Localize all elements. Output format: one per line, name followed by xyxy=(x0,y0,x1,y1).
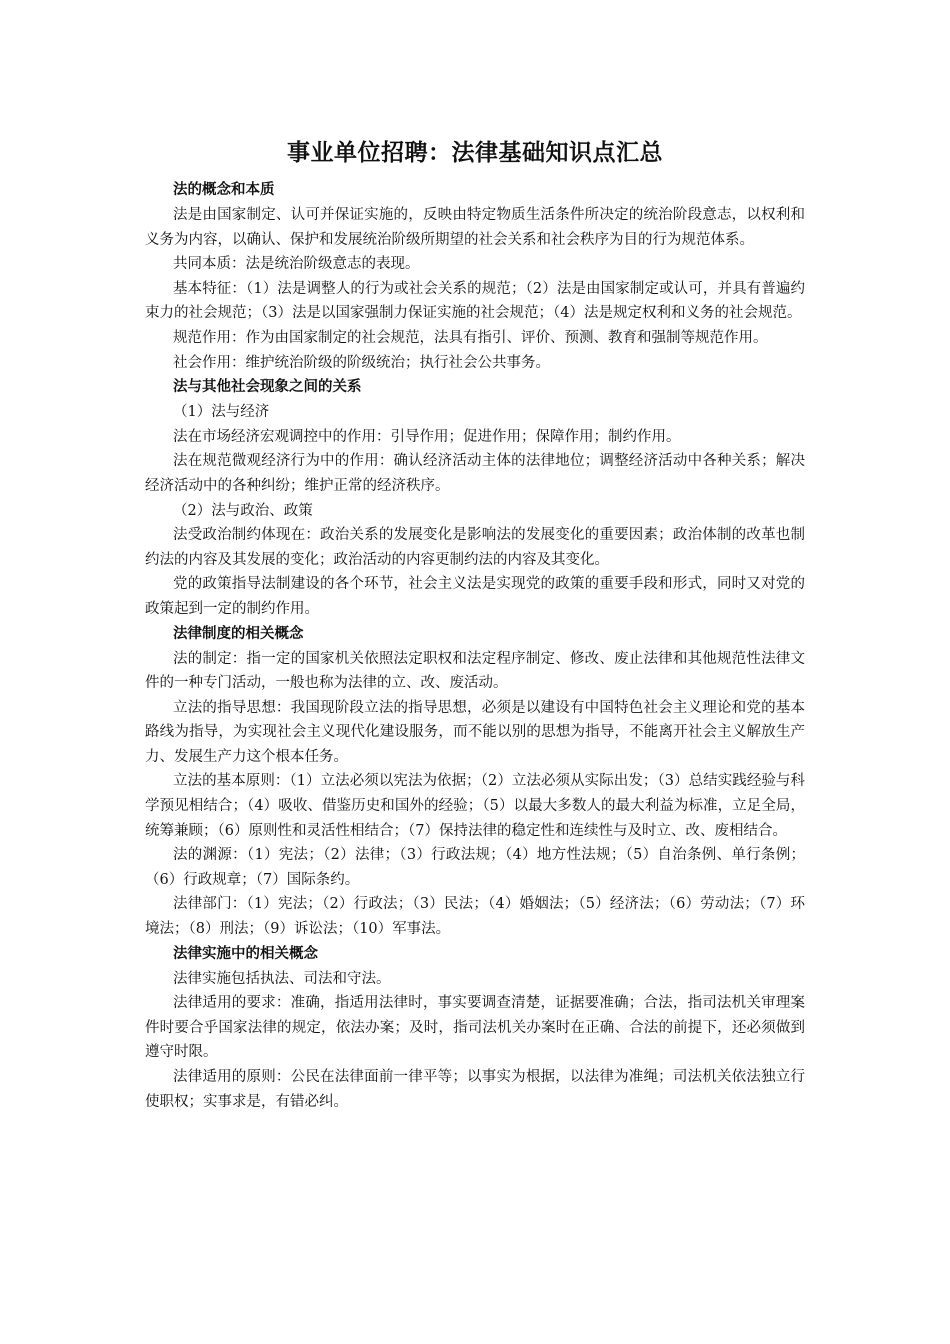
paragraph: 法在市场经济宏观调控中的作用：引导作用；促进作用；保障作用；制约作用。 xyxy=(173,428,681,445)
paragraph: （2）法与政治、政策 xyxy=(173,502,313,519)
section-heading: 法的概念和本质 xyxy=(173,182,275,198)
paragraph: 法律实施包括执法、司法和守法。 xyxy=(173,970,391,987)
paragraph: 法是由国家制定、认可并保证实施的，反映由特定物质生活条件所决定的统治阶段意志，以权利和义务为内容，以确认、保护和发展统治阶级所期望的社会关系和社会秩序为目的行为规范体系。 xyxy=(145,207,805,248)
section-law-implementation xyxy=(145,942,805,1115)
paragraph: 法在规范微观经济行为中的作用：确认经济活动主体的法律地位；调整经济活动中各种关系；解决经济活动中的各种纠纷；维护正常的经济秩序。 xyxy=(145,453,805,494)
paragraph: 法的渊源：（1）宪法；（2）法律；（3）行政法规；（4）地方性法规；（5）自治条例、单行条例；（6）行政规章；（7）国际条约。 xyxy=(145,847,805,888)
paragraph: 法受政治制约体现在：政治关系的发展变化是影响法的发展变化的重要因素；政治体制的改革也制约法的内容及其发展的变化；政治活动的内容更制约法的内容及其变化。 xyxy=(145,527,805,568)
paragraph: 法律适用的要求：准确，指适用法律时，事实要调查清楚，证据要准确；合法，指司法机关审理案件时要合乎国家法律的规定，依法办案；及时，指司法机关办案时在正确、合法的前提下，还必须做到遵守时限。 xyxy=(145,995,805,1061)
paragraph: （1）法与经济 xyxy=(173,404,270,421)
section-heading: 法律制度的相关概念 xyxy=(173,625,304,642)
document-body xyxy=(145,133,805,1114)
paragraph: 法律部门：（1）宪法；（2）行政法；（3）民法；（4）婚姻法；（5）经济法；（6）劳动法；（7）环境法；（8）刑法；（9）诉讼法；（10）军事法。 xyxy=(145,896,805,938)
section-legal-system xyxy=(145,622,805,942)
paragraph: 规范作用：作为由国家制定的社会规范，法具有指引、评价、预测、教育和强制等规范作用。 xyxy=(173,329,768,346)
section-law-and-society xyxy=(145,375,805,621)
paragraph: 立法的指导思想：我国现阶段立法的指导思想，必须是以建设有中国特色社会主义理论和党的基本路线为指导，为实现社会主义现代化建设服务，而不能以别的思想为指导，不能离开社会主义解放生产力、发展生产力这个根本任务。 xyxy=(145,699,805,765)
paragraph: 基本特征：（1）法是调整人的行为或社会关系的规范；（2）法是由国家制定或认可，并具有普遍约束力的社会规范；（3）法是以国家强制力保证实施的社会规范；（4）法是规定权利和义务的社会规范。 xyxy=(145,280,805,322)
document-title: 事业单位招聘：法律基础知识点汇总 xyxy=(287,140,663,166)
paragraph: 法的制定：指一定的国家机关依照法定职权和法定程序制定、修改、废止法律和其他规范性法律文件的一种专门活动，一般也称为法律的立、改、废活动。 xyxy=(145,650,805,692)
section-heading: 法与其他社会现象之间的关系 xyxy=(173,379,362,396)
paragraph: 共同本质：法是统治阶级意志的表现。 xyxy=(173,256,420,273)
paragraph: 法律适用的原则：公民在法律面前一律平等；以事实为根据，以法律为准绳；司法机关依法独立行使职权；实事求是，有错必纠。 xyxy=(145,1069,805,1110)
paragraph: 党的政策指导法制建设的各个环节，社会主义法是实现党的政策的重要手段和形式，同时又对党的政策起到一定的制约作用。 xyxy=(145,576,805,617)
section-heading: 法律实施中的相关概念 xyxy=(173,945,318,962)
section-concept-essence xyxy=(145,178,805,375)
paragraph: 社会作用：维护统治阶级的阶级统治；执行社会公共事务。 xyxy=(173,354,550,371)
paragraph: 立法的基本原则：（1）立法必须以宪法为依据；（2）立法必须从实际出发；（3）总结实践经验与科学预见相结合；（4）吸收、借鉴历史和国外的经验；（5）以最大多数人的最大利益为标准，立足全局，统筹兼顾；（6）原则性和灵活性相结合；（7）保持法律的稳定性和连续性与及时立、改、废相结合。 xyxy=(145,773,805,839)
